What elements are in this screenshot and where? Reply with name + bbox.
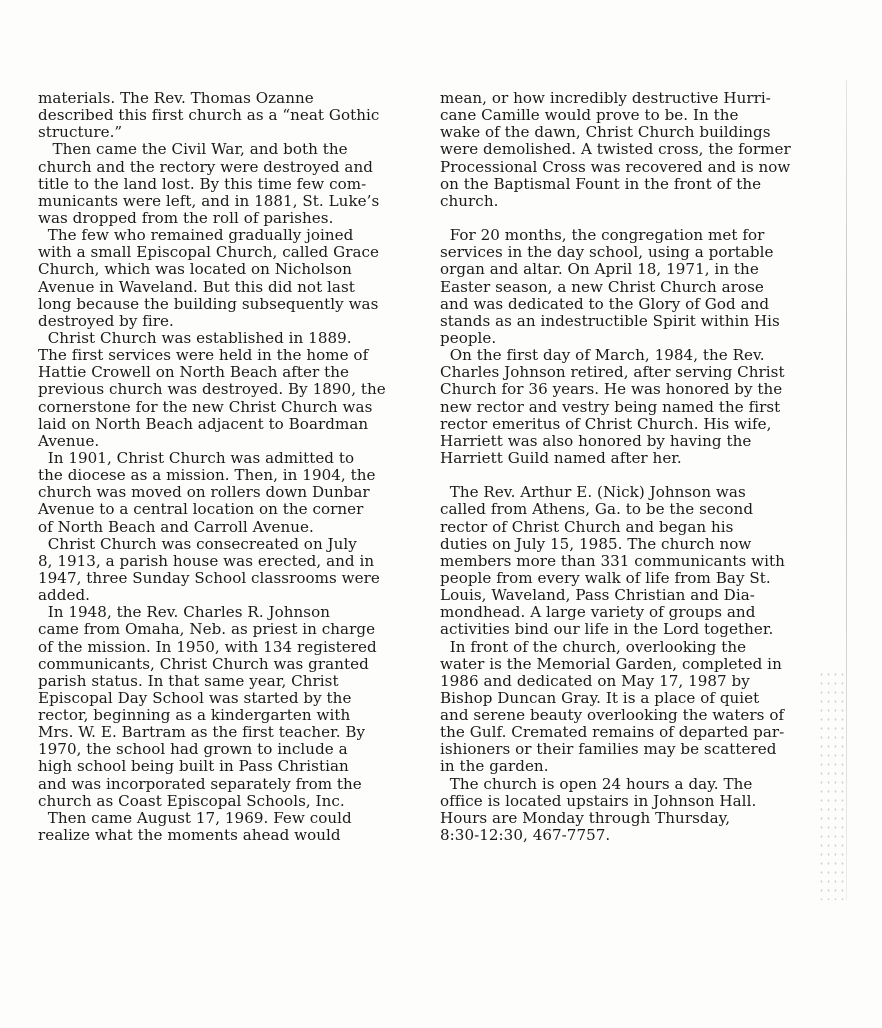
text-line: in the garden.	[440, 757, 549, 776]
text-line: people from every walk of life from Bay St.	[440, 568, 771, 587]
text-line: The first services were held in the home of	[38, 346, 369, 365]
text-line: called from Athens, Ga. to be the second	[440, 500, 754, 519]
text-line: members more than 331 communicants with	[440, 551, 785, 570]
text-line: came from Omaha, Neb. as priest in charge	[38, 620, 376, 639]
text-line: realize what the moments ahead would	[38, 826, 341, 845]
text-line: 1947, three Sunday School classrooms were	[38, 568, 380, 587]
text-line: In 1948, the Rev. Charles R. Johnson	[38, 603, 331, 622]
text-line: rector emeritus of Christ Church. His wife,	[440, 414, 772, 433]
text-line: cane Camille would prove to be. In the	[440, 106, 739, 125]
text-line: structure.”	[38, 123, 123, 142]
text-line: 8, 1913, a parish house was erected, and in	[38, 551, 375, 570]
text-line: Christ Church was consecreated on July	[38, 534, 357, 553]
text-line: Then came the Civil War, and both the	[38, 140, 348, 159]
text-line: Then came August 17, 1969. Few could	[38, 808, 352, 827]
text-line: wake of the dawn, Christ Church buildings	[440, 123, 771, 142]
text-line: Mrs. W. E. Bartram as the first teacher. By	[38, 723, 366, 742]
paragraph-gap	[440, 467, 822, 484]
left-text-column	[38, 90, 416, 844]
text-line: Church for 36 years. He was honored by the	[440, 380, 783, 399]
text-line: activities bind our life in the Lord together.	[440, 620, 774, 639]
text-line: church as Coast Episcopal Schools, Inc.	[38, 791, 345, 810]
text-line: Harriett was also honored by having the	[440, 431, 752, 450]
text-line: title to the land lost. By this time few com-	[38, 174, 367, 193]
text-line: with a small Episcopal Church, called Grace	[38, 243, 379, 262]
text-line: Christ Church was established in 1889.	[38, 328, 352, 347]
text-line: parish status. In that same year, Christ	[38, 671, 339, 690]
text-line: office is located upstairs in Johnson Hall.	[440, 791, 757, 810]
text-line: Processional Cross was recovered and is now	[440, 157, 791, 176]
text-line: and serene beauty overlooking the waters of	[440, 706, 785, 725]
text-line: Episcopal Day School was started by the	[38, 688, 352, 707]
text-line: rector, beginning as a kindergarten with	[38, 706, 351, 725]
text-line: people.	[440, 328, 497, 347]
text-line: In 1901, Christ Church was admitted to	[38, 448, 355, 467]
text-line: church.	[440, 191, 499, 210]
text-line: and was incorporated separately from the	[38, 774, 362, 793]
text-line: In front of the church, overlooking the	[440, 637, 747, 656]
text-line: mean, or how incredibly destructive Hurri-	[440, 89, 771, 107]
text-line: The few who remained gradually joined	[38, 226, 354, 245]
text-line: 1986 and dedicated on May 17, 1987 by	[440, 671, 750, 690]
text-line: of the mission. In 1950, with 134 registered	[38, 637, 377, 656]
text-line: on the Baptismal Fount in the front of the	[440, 174, 762, 193]
text-line: ishioners or their families may be scattered	[440, 740, 777, 759]
text-line: and was dedicated to the Glory of God and	[440, 294, 770, 313]
text-line: materials. The Rev. Thomas Ozanne	[38, 89, 314, 107]
text-line: municants were left, and in 1881, St. Luke’s	[38, 191, 380, 210]
text-line: destroyed by fire.	[38, 311, 174, 330]
text-line: duties on July 15, 1985. The church now	[440, 534, 752, 553]
text-line: were demolished. A twisted cross, the former	[440, 140, 791, 159]
text-line: Avenue.	[38, 431, 100, 450]
text-line: Hours are Monday through Thursday,	[440, 808, 731, 827]
text-line: long because the building subsequently was	[38, 294, 379, 313]
right-text-column	[440, 90, 822, 844]
text-line: mondhead. A large variety of groups and	[440, 603, 756, 622]
text-line: the Gulf. Cremated remains of departed par-	[440, 723, 785, 742]
text-line: Easter season, a new Christ Church arose	[440, 277, 764, 296]
text-line: new rector and vestry being named the first	[440, 397, 781, 416]
text-line: services in the day school, using a portable	[440, 243, 774, 262]
text-line: organ and altar. On April 18, 1971, in the	[440, 260, 759, 279]
text-line: the diocese as a mission. Then, in 1904, the	[38, 466, 376, 485]
text-line: Avenue to a central location on the corner	[38, 500, 364, 519]
text-line: previous church was destroyed. By 1890, the	[38, 380, 386, 399]
text-line: cornerstone for the new Christ Church was	[38, 397, 373, 416]
text-line: Louis, Waveland, Pass Christian and Dia-	[440, 586, 755, 605]
text-line: The church is open 24 hours a day. The	[440, 774, 753, 793]
text-line: Avenue in Waveland. But this did not last	[38, 277, 355, 296]
text-line: high school being built in Pass Christian	[38, 757, 349, 776]
text-line: stands as an indestructible Spirit within His	[440, 311, 780, 330]
text-line: church was moved on rollers down Dunbar	[38, 483, 370, 502]
text-line: Harriett Guild named after her.	[440, 448, 682, 467]
text-line: laid on North Beach adjacent to Boardman	[38, 414, 369, 433]
text-line: Hattie Crowell on North Beach after the	[38, 363, 349, 382]
text-line: water is the Memorial Garden, completed in	[440, 654, 782, 673]
text-line: church and the rectory were destroyed and	[38, 157, 373, 176]
scan-noise	[818, 670, 848, 900]
text-line: rector of Christ Church and began his	[440, 517, 734, 536]
text-line: Bishop Duncan Gray. It is a place of quiet	[440, 688, 760, 707]
text-line: Charles Johnson retired, after serving Christ	[440, 363, 785, 382]
text-line: communicants, Christ Church was granted	[38, 654, 369, 673]
text-line: was dropped from the roll of parishes.	[38, 208, 334, 227]
text-line: 8:30-12:30, 467-7757.	[440, 826, 611, 845]
text-line: The Rev. Arthur E. (Nick) Johnson was	[440, 483, 746, 502]
text-line: of North Beach and Carroll Avenue.	[38, 517, 314, 536]
text-line: For 20 months, the congregation met for	[440, 226, 765, 245]
text-line: On the first day of March, 1984, the Rev.	[440, 346, 765, 365]
text-line: added.	[38, 586, 91, 605]
text-line: Church, which was located on Nicholson	[38, 260, 352, 279]
paragraph-gap	[440, 210, 822, 227]
text-line: 1970, the school had grown to include a	[38, 740, 348, 759]
text-line: described this first church as a “neat Gothic	[38, 106, 380, 125]
